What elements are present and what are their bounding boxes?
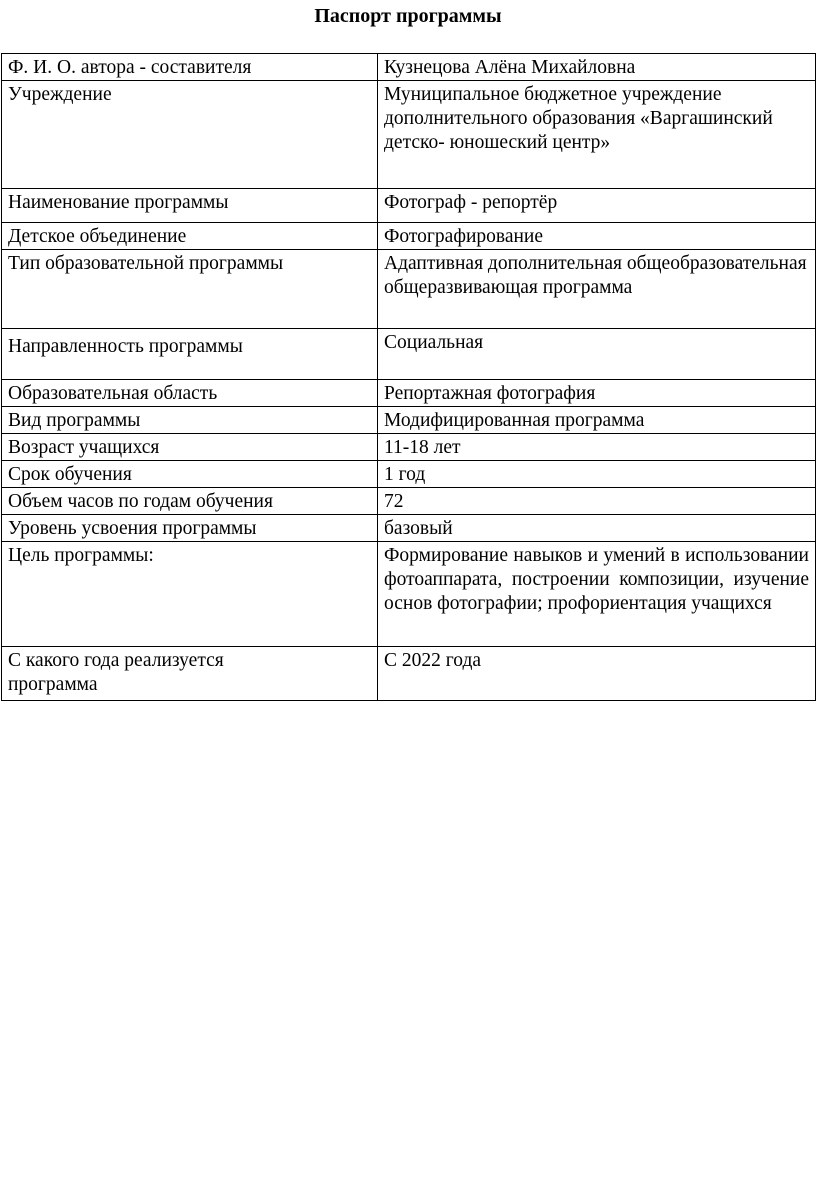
table-row — [2, 542, 816, 647]
table-row — [2, 515, 816, 542]
table-row — [2, 407, 816, 434]
row-label: Образовательная область — [2, 380, 378, 407]
row-value: Формирование навыков и умений в использовании фотоаппарата, построении композиции, изучение основ фотографии; профориентация учащихся — [378, 542, 816, 647]
table-row — [2, 434, 816, 461]
table-row — [2, 461, 816, 488]
row-label: Уровень усвоения программы — [2, 515, 378, 542]
row-label: Возраст учащихся — [2, 434, 378, 461]
table-row — [2, 250, 816, 329]
row-value: 11-18 лет — [378, 434, 816, 461]
table-row — [2, 81, 816, 189]
row-label: Детское объединение — [2, 223, 378, 250]
table-row — [2, 329, 816, 380]
program-passport-table — [1, 53, 816, 701]
table-row — [2, 189, 816, 223]
row-label: Тип образовательной программы — [2, 250, 378, 329]
table-row — [2, 223, 816, 250]
row-value: Фотографирование — [378, 223, 816, 250]
row-value: Муниципальное бюджетное учреждение дополнительного образования «Варгашинский детско- юношеский центр» — [378, 81, 816, 189]
row-label: Учреждение — [2, 81, 378, 189]
row-label: Срок обучения — [2, 461, 378, 488]
row-label: Объем часов по годам обучения — [2, 488, 378, 515]
row-value: Социальная — [378, 329, 816, 380]
row-value: 1 год — [378, 461, 816, 488]
row-value: С 2022 года — [378, 647, 816, 701]
page-title: Паспорт программы — [314, 5, 502, 27]
row-label: С какого года реализуется программа — [2, 647, 378, 701]
row-value: Адаптивная дополнительная общеобразовательная общеразвивающая программа — [378, 250, 816, 329]
table-row — [2, 54, 816, 81]
row-value: Репортажная фотография — [378, 380, 816, 407]
row-value: Модифицированная программа — [378, 407, 816, 434]
row-label: Цель программы: — [2, 542, 378, 647]
row-value: Фотограф - репортёр — [378, 189, 816, 223]
table-row — [2, 488, 816, 515]
row-label: Направленность программы — [2, 329, 378, 380]
row-value: 72 — [378, 488, 816, 515]
row-value: базовый — [378, 515, 816, 542]
table-row — [2, 647, 816, 701]
row-label: Вид программы — [2, 407, 378, 434]
row-value: Кузнецова Алёна Михайловна — [378, 54, 816, 81]
table-row — [2, 380, 816, 407]
row-label: Ф. И. О. автора - составителя — [2, 54, 378, 81]
row-label: Наименование программы — [2, 189, 378, 223]
